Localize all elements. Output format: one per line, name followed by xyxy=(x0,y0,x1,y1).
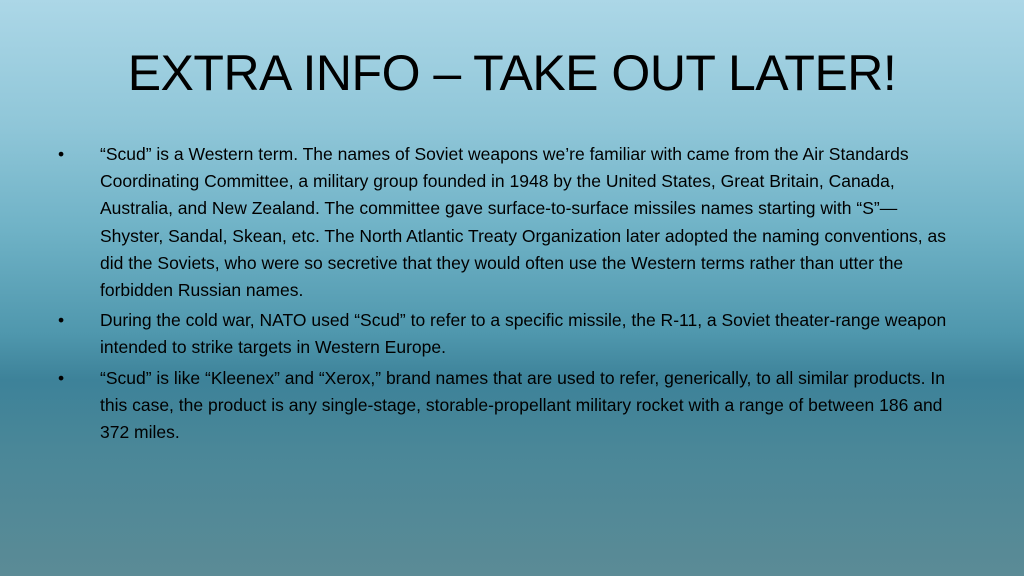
bullet-item-1 xyxy=(56,141,956,304)
bullet-item-3 xyxy=(56,365,956,447)
slide-title: EXTRA INFO – TAKE OUT LATER! xyxy=(127,45,897,101)
bullet-icon: • xyxy=(58,367,65,388)
bullet-item-2 xyxy=(56,307,956,361)
bullet-icon: • xyxy=(58,144,65,164)
bullet-text-3: “Scud” is like “Kleenex” and “Xerox,” brand names that are used to refer, generically, to all similar products. In this case, the product is any single-stage, storable-propellant military rocket with a range of between 186 and 372 miles. xyxy=(100,367,945,443)
bullet-text-2: During the cold war, NATO used “Scud” to refer to a specific missile, the R-11, a Soviet theater-range weapon intended to strike targets in Western Europe. xyxy=(100,310,947,358)
bullet-list xyxy=(56,141,956,449)
bullet-icon: • xyxy=(58,310,65,331)
bullet-text-1: “Scud” is a Western term. The names of Soviet weapons we’re familiar with came from the Air Standards Coordinating Committee, a military group founded in 1948 by the United States, Great Britain, Canada, Australia, and New Zealand. The committee gave surface-to-surface missiles names starting with “S”—Shyster, Sandal, Skean, etc. The North Atlantic Treaty Organization later adopted the naming conventions, as did the Soviets, who were so secretive that they would often use the Western terms rather than utter the forbidden Russian names. xyxy=(100,144,947,301)
